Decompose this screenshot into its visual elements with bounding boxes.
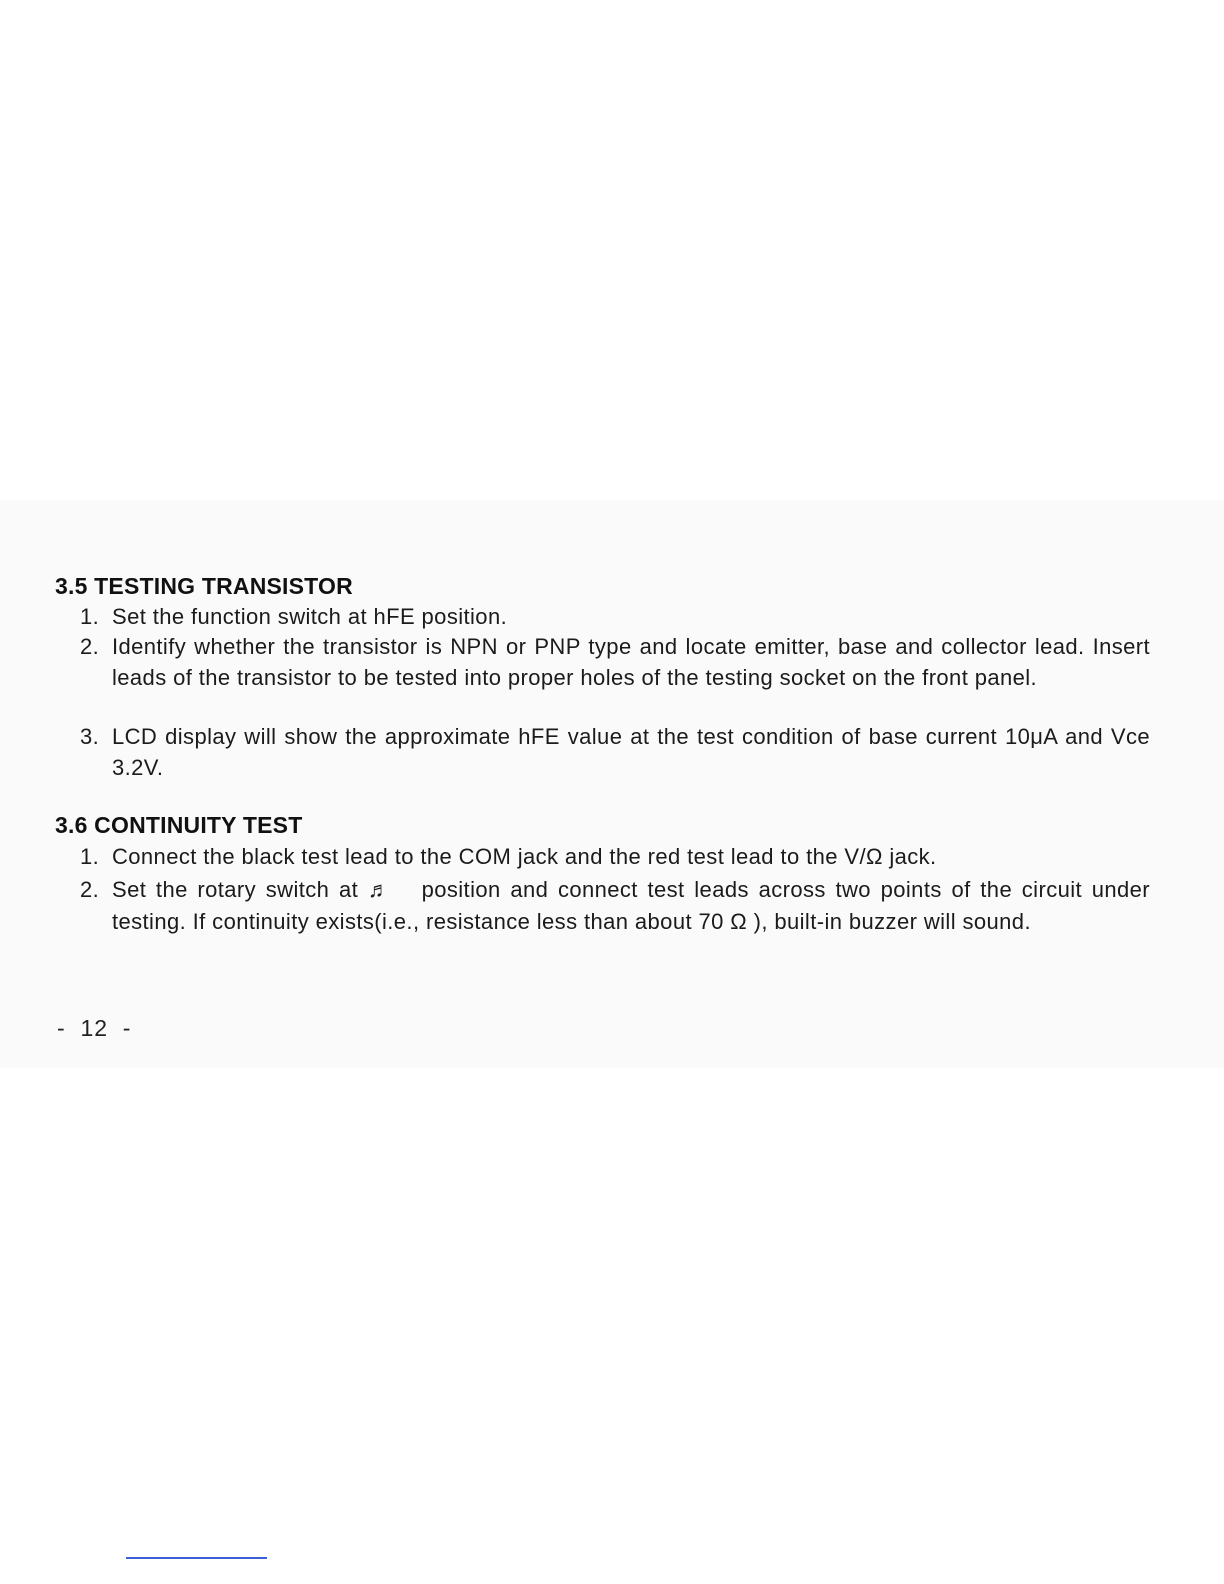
list-item-text: Set the function switch at hFE position. (112, 604, 508, 629)
list-item (80, 602, 1150, 633)
list-item-text: Identify whether the transistor is NPN or PNP type and locate emitter, base and collector lead. Insert leads of the transistor to be tested into proper holes of the testing socket on the front panel. (112, 634, 1150, 690)
list-item-text (112, 874, 1150, 937)
list-item-number: 3. (80, 724, 100, 749)
list-item-number: 2. (80, 877, 100, 902)
section-heading-testing-transistor: 3.5 TESTING TRANSISTOR (55, 573, 353, 599)
list-item (80, 632, 1150, 693)
page-number: - 12 - (57, 1015, 132, 1041)
list-item-text: LCD display will show the approximate hFE value at the test condition of base current 10μA and Vce 3.2V. (112, 724, 1150, 780)
list-item-number: 1. (80, 604, 100, 629)
bottom-rule (126, 1557, 267, 1559)
list-item-text-after: position and connect test leads across two points of the circuit under testing. If continuity exists(i.e., resistance less than about 70 Ω ), built-in buzzer will sound. (112, 877, 1151, 934)
list-item (80, 874, 1150, 937)
list-item (80, 722, 1150, 783)
list-item-text: Connect the black test lead to the COM jack and the red test lead to the V/Ω jack. (112, 844, 937, 869)
music-note-icon: ♬ (367, 877, 391, 902)
list-item-number: 1. (80, 844, 100, 869)
section-heading-continuity-test: 3.6 CONTINUITY TEST (55, 812, 303, 838)
list-item (80, 842, 1150, 873)
list-item-text-before: Set the rotary switch at (112, 877, 359, 902)
list-item-number: 2. (80, 634, 100, 659)
